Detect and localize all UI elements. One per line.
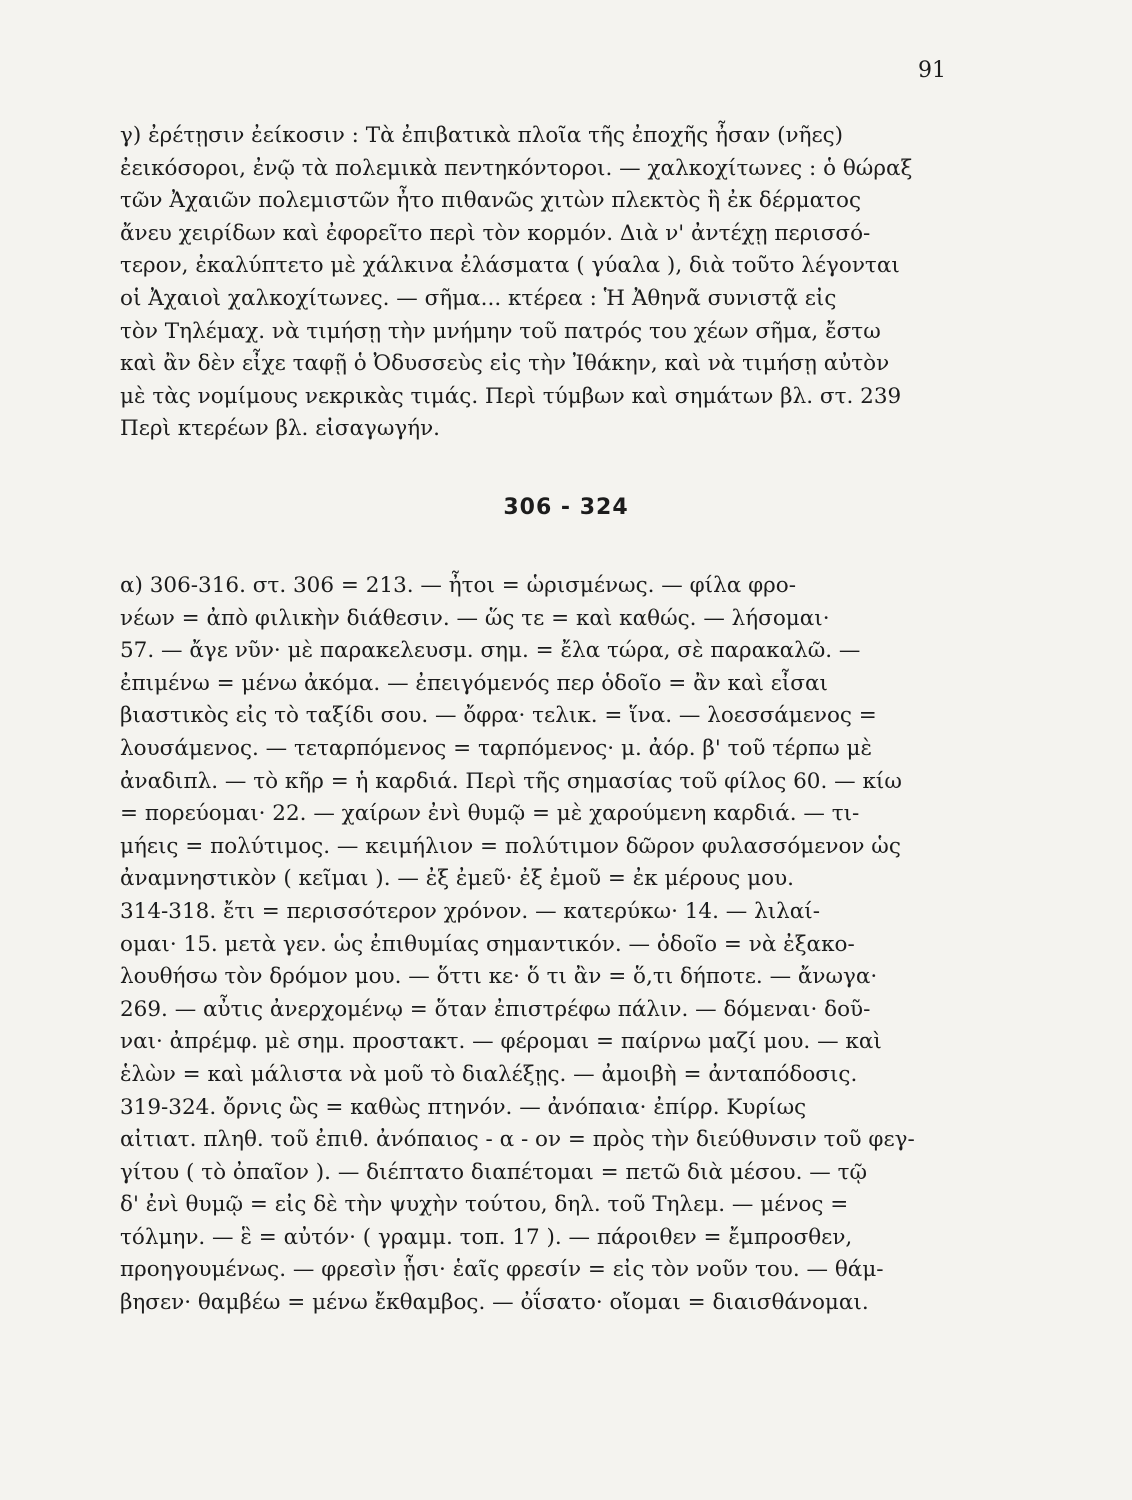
text-line: 57. — ἄγε νῦν· μὲ παρακελευσμ. σημ. = ἔλα τώρα, σὲ παρακαλῶ. — <box>120 638 861 664</box>
text-line: ἐεικόσοροι, ἐνῷ τὰ πολεμικὰ πεντηκόντοροι. — χαλκοχίτωνες : ὁ θώραξ <box>120 155 913 181</box>
text-line: 269. — αὖτις ἀνερχομένῳ = ὅταν ἐπιστρέφω πάλιν. — δόμεναι· δοῦ- <box>120 996 871 1022</box>
text-line: ομαι· 15. μετὰ γεν. ὡς ἐπιθυμίας σημαντικόν. — ὁδοῖο = νὰ ἐξακο- <box>120 931 855 957</box>
page-number: 91 <box>918 58 946 83</box>
text-line: αἰτιατ. πληθ. τοῦ ἐπιθ. ἀνόπαιος - α - ον = πρὸς τὴν διεύθυνσιν τοῦ φεγ- <box>120 1127 915 1153</box>
text-line: βησεν· θαμβέω = μένω ἔκθαμβος. — ὀΐσατο· οἴομαι = διαισθάνομαι. <box>120 1290 869 1316</box>
text-line: τόλμην. — ἓ = αὐτόν· ( γραμμ. τοπ. 17 ). — πάροιθεν = ἔμπροσθεν, <box>120 1224 853 1250</box>
text-line: μὲ τὰς νομίμους νεκρικὰς τιμάς. Περὶ τύμβων καὶ σημάτων βλ. στ. 239 <box>120 383 902 409</box>
text-line: καὶ ἂν δὲν εἶχε ταφῇ ὁ Ὀδυσσεὺς εἰς τὴν Ἰθάκην, καὶ νὰ τιμήσῃ αὐτὸν <box>120 351 890 377</box>
text-line: προηγουμένως. — φρεσὶν ᾗσι· ἑαῖς φρεσίν = εἰς τὸν νοῦν του. — θάμ- <box>120 1257 884 1283</box>
text-line: μήεις = πολύτιμος. — κειμήλιον = πολύτιμον δῶρον φυλασσόμενον ὡς <box>120 833 901 859</box>
text-line: 314-318. ἔτι = περισσότερον χρόνον. — κατερύκω· 14. — λιλαί- <box>120 898 820 924</box>
text-line: δ' ἐνὶ θυμῷ = εἰς δὲ τὴν ψυχὴν τούτου, δηλ. τοῦ Τηλεμ. — μένος = <box>120 1192 849 1218</box>
text-line: 319-324. ὄρνις ὣς = καθὼς πτηνόν. — ἀνόπαια· ἐπίρρ. Κυρίως <box>120 1094 807 1120</box>
text-line: τῶν Ἀχαιῶν πολεμιστῶν ἦτο πιθανῶς χιτὼν πλεκτὸς ἢ ἐκ δέρματος <box>120 188 862 214</box>
text-line: γ) ἐρέτῃσιν ἐείκοσιν : Τὰ ἐπιβατικὰ πλοῖα τῆς ἐποχῆς ἦσαν (νῆες) <box>120 123 844 148</box>
text-line: νέων = ἀπὸ φιλικὴν διάθεσιν. — ὥς τε = καὶ καθώς. — λήσομαι· <box>120 605 830 631</box>
commentary-block-bottom <box>120 570 965 1320</box>
commentary-block-top <box>120 120 965 446</box>
section-heading: 306 - 324 <box>503 495 629 520</box>
text-line: ἐπιμένω = μένω ἀκόμα. — ἐπειγόμενός περ ὁδοῖο = ἂν καὶ εἶσαι <box>120 670 828 696</box>
text-line: = πορεύομαι· 22. — χαίρων ἐνὶ θυμῷ = μὲ χαρούμενη καρδιά. — τι- <box>120 801 860 827</box>
text-line: α) 306-316. στ. 306 = 213. — ἦτοι = ὡρισμένως. — φίλα φρο- <box>120 573 796 598</box>
text-line: ἀναμνηστικὸν ( κεῖμαι ). — ἐξ ἐμεῦ· ἐξ ἐμοῦ = ἐκ μέρους μου. <box>120 866 794 892</box>
text-line: λουσάμενος. — τεταρπόμενος = ταρπόμενος· μ. ἀόρ. β' τοῦ τέρπω μὲ <box>120 735 872 761</box>
text-line: Περὶ κτερέων βλ. εἰσαγωγήν. <box>120 416 440 442</box>
text-line: λουθήσω τὸν δρόμον μου. — ὅττι κε· ὅ τι ἂν = ὅ,τι δήποτε. — ἄνωγα· <box>120 964 878 990</box>
text-line: τὸν Τηλέμαχ. νὰ τιμήσῃ τὴν μνήμην τοῦ πατρός του χέων σῆμα, ἔστω <box>120 318 881 344</box>
text-line: γίτου ( τὸ ὀπαῖον ). — διέπτατο διαπέτομαι = πετῶ διὰ μέσου. — τῷ <box>120 1159 867 1185</box>
text-line: ἑλὼν = καὶ μάλιστα νὰ μοῦ τὸ διαλέξῃς. — ἀμοιβὴ = ἀνταπόδοσις. <box>120 1061 858 1087</box>
text-line: τερον, ἐκαλύπτετο μὲ χάλκινα ἐλάσματα ( γύαλα ), διὰ τοῦτο λέγονται <box>120 253 900 279</box>
text-line: βιαστικὸς εἰς τὸ ταξίδι σου. — ὄφρα· τελικ. = ἵνα. — λοεσσάμενος = <box>120 703 877 729</box>
text-line: οἱ Ἀχαιοὶ χαλκοχίτωνες. — σῆμα... κτέρεα : Ἡ Ἀθηνᾶ συνιστᾷ εἰς <box>120 285 837 311</box>
text-line: ναι· ἀπρέμφ. μὲ σημ. προστακτ. — φέρομαι = παίρνω μαζί μου. — καὶ <box>120 1029 882 1055</box>
text-line: ἄνευ χειρίδων καὶ ἐφορεῖτο περὶ τὸν κορμόν. Διὰ ν' ἀντέχῃ περισσό- <box>120 220 871 246</box>
text-line: ἀναδιπλ. — τὸ κῆρ = ἡ καρδιά. Περὶ τῆς σημασίας τοῦ φίλος 60. — κίω <box>120 768 902 794</box>
